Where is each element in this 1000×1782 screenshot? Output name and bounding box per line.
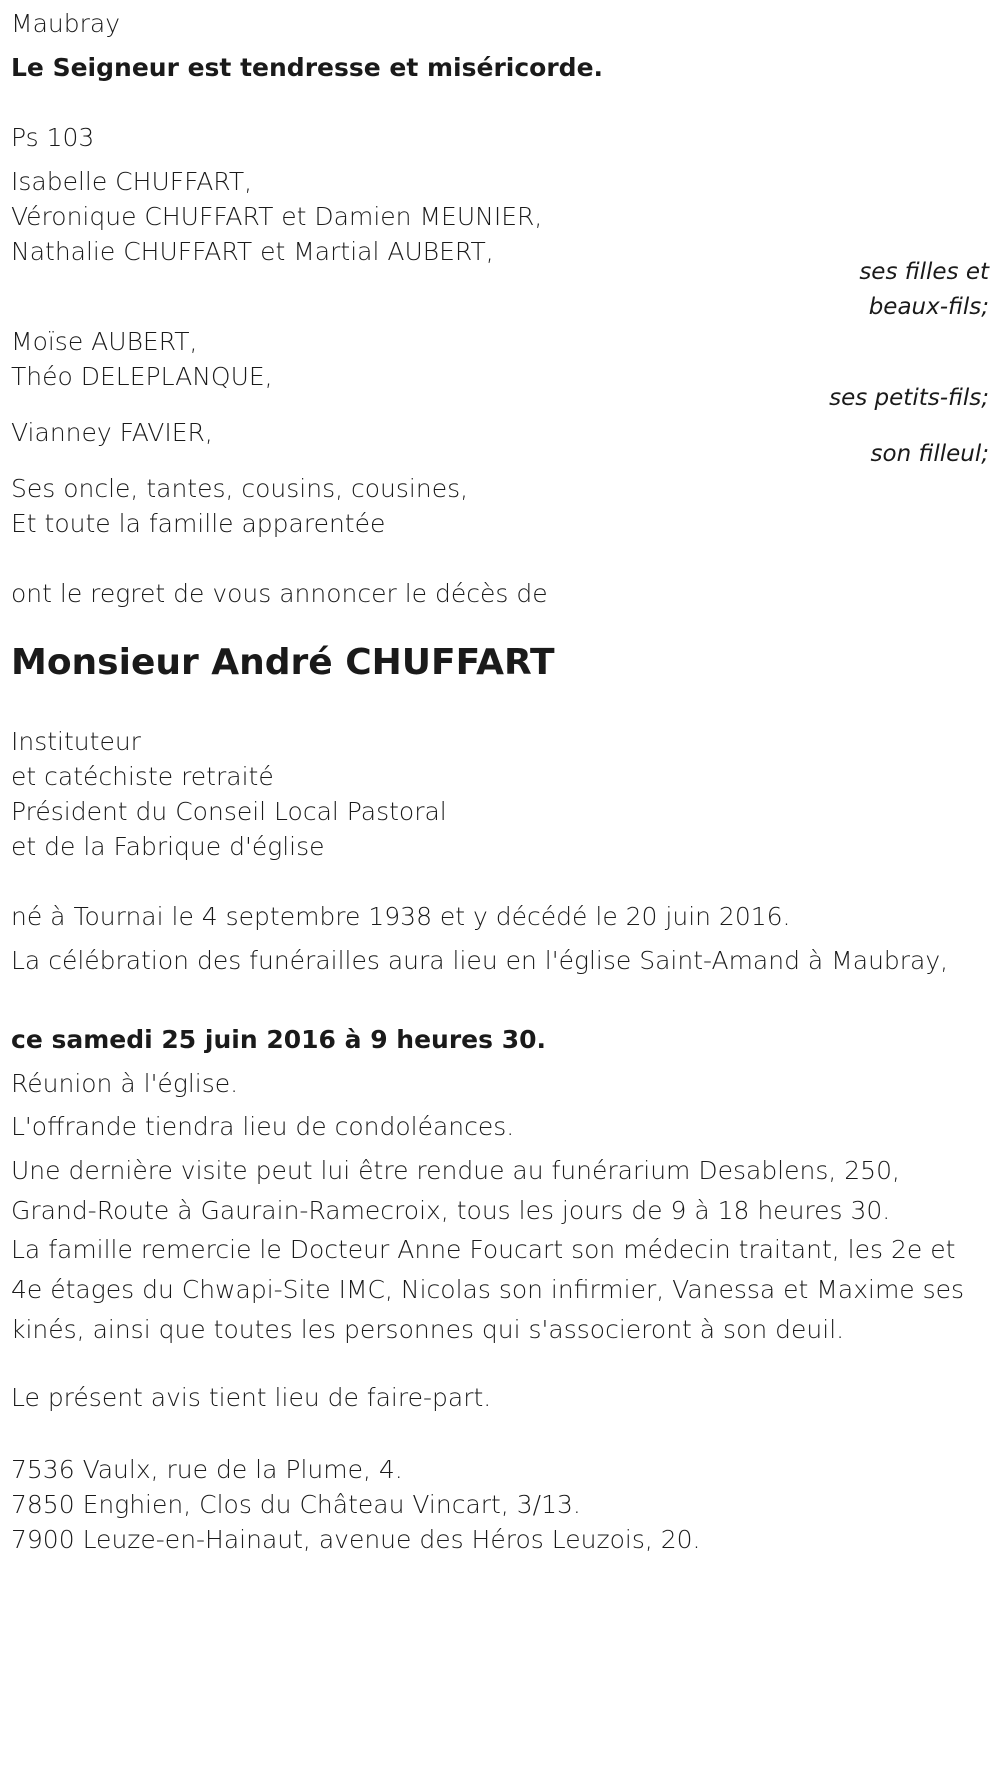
daughter-3: Nathalie CHUFFART et Martial AUBERT,	[11, 237, 494, 266]
daughters-relation-line-1: ses filles et	[859, 259, 989, 285]
funeral-date-time: ce samedi 25 juin 2016 à 9 heures 30.	[11, 1025, 546, 1054]
meeting-note: Réunion à l'église.	[11, 1069, 239, 1098]
address-2: 7850 Enghien, Clos du Château Vincart, 3/13.	[11, 1490, 581, 1519]
godson-relation: son filleul;	[870, 441, 989, 467]
address-3: 7900 Leuze-en-Hainaut, avenue des Héros Leuzois, 20.	[11, 1525, 701, 1554]
godson: Vianney FAVIER,	[11, 418, 213, 447]
deceased-name: Monsieur André CHUFFART	[11, 642, 555, 683]
daughter-2: Véronique CHUFFART et Damien MEUNIER,	[11, 202, 543, 231]
place-heading: Maubray	[11, 9, 120, 38]
visit-note: Une dernière visite peut lui être rendue au funérarium Desablens, 250, Grand-Route à Gaurain-Ramecroix, tous les jours de 9 à 18 heures 30.	[11, 1156, 900, 1225]
title-3: Président du Conseil Local Pastoral	[11, 797, 447, 826]
verse-text: Le Seigneur est tendresse et miséricorde.	[11, 53, 604, 82]
offering-note: L'offrande tiendra lieu de condoléances.	[11, 1112, 515, 1141]
title-1: Instituteur	[11, 727, 141, 756]
grandchildren-relation: ses petits-fils;	[829, 385, 989, 411]
verse-reference: Ps 103	[11, 123, 95, 152]
address-1: 7536 Vaulx, rue de la Plume, 4.	[11, 1455, 403, 1484]
family-line-2: Et toute la famille apparentée	[11, 509, 386, 538]
title-2: et catéchiste retraité	[11, 762, 274, 791]
grandchild-2: Théo DELEPLANQUE,	[11, 362, 273, 391]
daughters-relation-line-2: beaux-fils;	[868, 294, 989, 320]
thanks-note: La famille remercie le Docteur Anne Foucart son médecin traitant, les 2e et 4e étages du Chwapi-Site IMC, Nicolas son infirmier, Vanessa et Maxime ses kinés, ainsi que toutes les personnes qui s'associeront à son deuil.	[11, 1235, 965, 1344]
announcement: ont le regret de vous annoncer le décès de	[11, 579, 548, 608]
grandchild-1: Moïse AUBERT,	[11, 327, 198, 356]
birth-death: né à Tournai le 4 septembre 1938 et y décédé le 20 juin 2016.	[11, 902, 791, 931]
funeral-celebration: La célébration des funérailles aura lieu en l'église Saint-Amand à Maubray,	[11, 946, 949, 975]
title-4: et de la Fabrique d'église	[11, 832, 325, 861]
daughter-1: Isabelle CHUFFART,	[11, 167, 253, 196]
notice-note: Le présent avis tient lieu de faire-part.	[11, 1383, 492, 1412]
family-line-1: Ses oncle, tantes, cousins, cousines,	[11, 474, 469, 503]
